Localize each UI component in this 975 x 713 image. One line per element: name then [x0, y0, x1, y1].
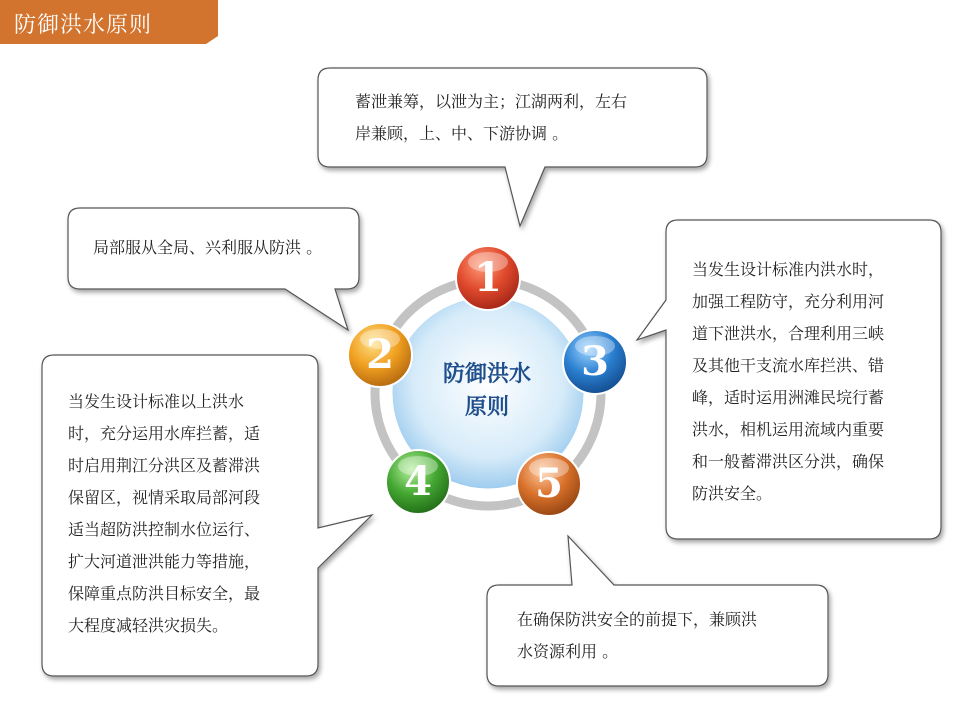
center-label — [412, 358, 562, 424]
bubble-4-line: 扩大河道泄洪能力等措施， — [68, 552, 261, 571]
bubble-3-line: 峰，适时运用洲滩民垸行蓄 — [692, 388, 885, 407]
bubble-3-line: 洪水，相机运用流域内重要 — [692, 420, 885, 439]
bubble-2-line: 局部服从全局、兴利服从防洪 。 — [93, 238, 323, 257]
bubble-5-text — [517, 604, 822, 668]
node-3-number: 3 — [581, 338, 609, 385]
page-title: 防御洪水原则 — [14, 13, 153, 38]
bubble-3-line: 道下泄洪水，合理利用三峡 — [692, 324, 885, 343]
node-2-number: 2 — [366, 331, 394, 378]
bubble-3-line: 及其他干支流水库拦洪、错 — [692, 356, 885, 375]
bubble-4-line: 保障重点防洪目标安全，最 — [68, 584, 261, 603]
bubble-4-line: 保留区，视情采取局部河段 — [68, 488, 261, 507]
bubble-3-line: 加强工程防守，充分利用河 — [692, 292, 885, 311]
node-5-number: 5 — [535, 460, 563, 507]
bubble-1-line: 岸兼顾，上、中、下游协调 。 — [355, 124, 569, 143]
bubble-5-line: 在确保防洪安全的前提下，兼顾洪 — [517, 610, 758, 629]
bubble-3-line: 防洪安全。 — [692, 484, 773, 503]
bubble-3-line: 和一般蓄滞洪区分洪，确保 — [692, 452, 885, 471]
bubble-4-line: 时，充分运用水库拦蓄，适 — [68, 424, 261, 443]
bubble-4-text — [68, 386, 314, 642]
bubble-4-line: 当发生设计标准以上洪水 — [68, 392, 245, 411]
bubble-4-line: 时启用荆江分洪区及蓄滞洪 — [68, 456, 261, 475]
center-label-line-2: 原则 — [464, 395, 509, 420]
node-1-number: 1 — [474, 254, 502, 301]
bubble-3-text — [692, 254, 937, 510]
bubble-2-text — [93, 232, 355, 264]
bubble-5-line: 水资源利用 。 — [517, 642, 619, 661]
bubble-1-line: 蓄泄兼筹，以泄为主；江湖两利，左右 — [355, 92, 628, 111]
center-label-line-1: 防御洪水 — [442, 362, 531, 387]
bubble-3-line: 当发生设计标准内洪水时， — [692, 260, 885, 279]
node-4-number: 4 — [404, 458, 432, 505]
bubble-1-text — [355, 86, 700, 150]
bubble-4-line: 大程度减轻洪灾损失。 — [68, 616, 229, 635]
bubble-4-line: 适当超防洪控制水位运行、 — [68, 520, 261, 539]
callout-bubble-2 — [68, 208, 359, 330]
